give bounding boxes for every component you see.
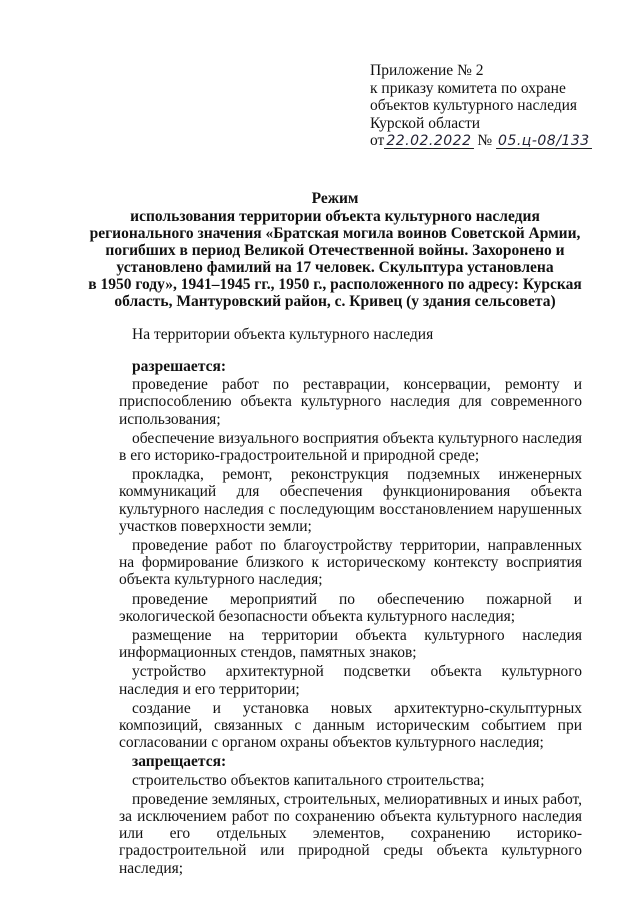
appendix-region: Курской области — [370, 114, 481, 132]
title-line: в 1950 году», 1941–1945 гг., 1950 г., расположенного по адресу: Курская — [88, 276, 582, 293]
regime-body — [119, 358, 582, 879]
handwritten-number: 05.ц-08/133 — [498, 133, 590, 149]
intro-text: На территории объекта культурного наследия — [132, 326, 434, 343]
document-title — [70, 190, 600, 310]
appendix-date-number-line — [370, 132, 620, 150]
allowed-heading: разрешается: — [132, 358, 227, 375]
allowed-item: обеспечение визуального восприятия объекта культурного наследия в его историко-градостроительной и природной среде; — [119, 429, 582, 465]
title-line: использования территории объекта культурного наследия — [130, 208, 540, 225]
allowed-item: проведение мероприятий по обеспечению пожарной и экологической безопасности объекта культурного наследия; — [119, 590, 582, 625]
title-line: погибших в период Великой Отечественной войны. Захоронено и — [105, 242, 565, 259]
allowed-item: проведение работ по реставрации, консервации, ремонту и приспособлению объекта культурного наследия для современного использования; — [119, 376, 582, 428]
allowed-item: прокладка, ремонт, реконструкция подземных инженерных коммуникаций для обеспечения функционирования объекта культурного наследия с последующим восстановлением нарушенных участков поверхности земли; — [119, 466, 582, 535]
number-label: № — [477, 132, 493, 149]
forbidden-item: проведение земляных, строительных, мелиоративных и иных работ, за исключением работ по сохранению объекта культурного наследия или его отдельных элементов, сохранению историко-градостроительной или природной среды объекта культурного наследия; — [119, 790, 582, 877]
appendix-committee: объектов культурного наследия — [370, 97, 578, 114]
title-word: Режим — [311, 190, 359, 207]
appendix-order-ref: к приказу комитета по охране — [370, 79, 566, 97]
allowed-item: устройство архитектурной подсветки объекта культурного наследия и его территории; — [119, 663, 582, 698]
handwritten-date: 22.02.2022 — [386, 133, 472, 149]
from-label: от — [370, 132, 385, 149]
title-line: установлено фамилий на 17 человек. Скульптура установлена — [116, 259, 554, 276]
forbidden-item: строительство объектов капитального строительства; — [132, 771, 485, 789]
allowed-item: проведение работ по благоустройству территории, направленных на формирование близкого к историческому контексту восприятия объекта культурного наследия; — [119, 537, 582, 589]
title-line: область, Мантуровский район, с. Кривец (у здания сельсовета) — [114, 293, 556, 310]
appendix-header — [370, 62, 620, 150]
title-line: регионального значения «Братская могила воинов Советской Армии, — [89, 225, 581, 242]
allowed-item: создание и установка новых архитектурно-скульптурных композиций, связанных с данным историческим событием при согласовании с органом охраны объектов культурного наследия; — [119, 699, 582, 752]
allowed-item: размещение на территории объекта культурного наследия информационных стендов, памятных знаков; — [119, 627, 582, 662]
forbidden-heading: запрещается: — [132, 753, 227, 771]
appendix-number: Приложение № 2 — [370, 62, 484, 79]
